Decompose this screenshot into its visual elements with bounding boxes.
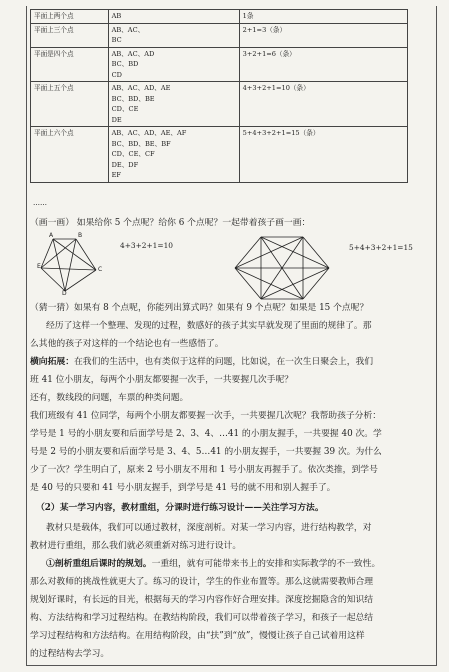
table-ellipsis: …… — [33, 199, 47, 207]
table-body — [31, 10, 408, 183]
section-2-line-5: 规划好课时，有长远的目光，根据每天的学习内容作好合理安排。深度挖掘隐含的知识结 — [30, 595, 374, 605]
extension-line-5: 学号是 1 号的小朋友要和后面学号是 2、3、4、…41 的小朋友握手，一共要握 40 次。学 — [30, 429, 382, 439]
point-count-cell — [31, 10, 109, 24]
section-2-item-text: 一重组，就有可能带来书上的安排和实际教学的不一致性。 — [151, 559, 381, 569]
segment-count-value: 2+1=3（条） — [242, 25, 287, 34]
vertex-label-d: D — [62, 290, 67, 297]
section-2-line-8: 的过程结构去学习。 — [30, 649, 110, 659]
point-count-cell — [31, 23, 109, 47]
segment-list-line: AB、AC、AD、AE、AF — [111, 129, 187, 137]
segment-list-line: BC、BD — [111, 60, 139, 68]
section-2-line-4: 那么对教师的挑战性就更大了。练习的设计，学生的作业布置等。那么这就需要教师合理 — [30, 577, 374, 587]
section-2-line-1: 教材只是载体，我们可以通过教材，深度剖析。对某一学习内容，进行结构教学，对 — [46, 523, 372, 533]
segment-list-line: BC — [111, 36, 122, 44]
point-count-cell — [31, 127, 109, 183]
hexagon-equation: 5+4+3+2+1=15 — [349, 243, 413, 252]
segment-count-cell — [239, 10, 407, 24]
vertex-label-a: A — [49, 232, 54, 239]
segment-count-value: 3+2+1=6（条） — [242, 49, 296, 58]
extension-line-1 — [30, 354, 434, 370]
point-count-label: 平面上五个点 — [34, 84, 74, 92]
point-count-cell — [31, 47, 109, 82]
segment-list-line: AB、AC、 — [111, 25, 145, 34]
segment-list-line: EF — [111, 171, 121, 179]
segment-list-line: BC、BD、BE、BF — [111, 139, 171, 148]
points-lines-table — [30, 9, 408, 183]
segment-list-line: AB — [111, 12, 122, 20]
extension-line-8: 是 40 号的只要和 41 号小朋友握手，到学号是 41 号的就不用和别人握手了。 — [30, 483, 336, 493]
hexagon-figure — [233, 235, 333, 301]
segment-count-value: 5+4+3+2+1=15（条） — [242, 129, 320, 137]
extension-line-7: 少了一次？学生明白了，原来 2 号小朋友不用和 1 号小朋友再握手了。依次类推，到学号 — [30, 465, 378, 475]
segment-count-value: 1条 — [242, 12, 254, 20]
pentagon-equation: 4+3+2+1=10 — [120, 241, 173, 250]
segment-list-cell — [108, 82, 239, 127]
segment-list-cell — [108, 127, 239, 183]
section-2-line-6: 构、方法结构和学习过程结构。在教结构阶段，我们可以带着孩子学习，和孩子一起总结 — [30, 613, 374, 623]
segment-list-cell — [108, 23, 239, 47]
vertex-label-c: C — [98, 266, 103, 273]
extension-line-3: 还有，数线段的问题，车票的种类问题。 — [30, 393, 189, 403]
extension-lead: 横向拓展： — [30, 357, 74, 367]
pentagon-figure — [38, 236, 118, 296]
segment-list-line: CD、CE — [111, 105, 139, 113]
section-2-line-2: 教材进行重组，那么我们就必须重新对练习进行设计。 — [30, 541, 242, 551]
vertex-label-e: E — [37, 263, 41, 270]
table-row — [31, 10, 408, 24]
point-count-cell — [31, 82, 109, 127]
segment-list-line: CD、CE、CF — [111, 150, 155, 158]
vertex-label-b: B — [78, 232, 83, 239]
extension-line-1-text: 在我们的生活中，也有类似于这样的问题，比如说，在一次生日聚会上，我们 — [74, 357, 374, 367]
section-2-heading: （2）某一学习内容，教材重组，分课时进行练习设计——关注学习方法。 — [36, 503, 324, 513]
point-count-label: 平面上两个点 — [34, 12, 74, 20]
guess-line-3: 么其他的孩子对这样的一个结论也有一些感悟了。 — [30, 339, 224, 349]
extension-line-4: 我们班级有 41 位同学，每两个小朋友都要握一次手，一共要握几次呢？我帮助孩子分析： — [30, 411, 382, 421]
section-2-line-7: 学习过程结构和方法结构。在用结构阶段，由“扶”到“放”，慢慢让孩子自己试着用这样 — [30, 631, 365, 641]
segment-list-cell — [108, 10, 239, 24]
segment-list-cell — [108, 47, 239, 82]
segment-count-cell — [239, 47, 407, 82]
table-row — [31, 23, 408, 47]
segment-list-line: DE、DF — [111, 160, 139, 169]
section-2-item-lead: ①剖析重组后课时的规划。 — [46, 559, 152, 569]
segment-list-line: DE — [111, 115, 122, 124]
section-2-item-1 — [46, 556, 434, 572]
table-row — [31, 47, 408, 82]
segment-count-cell — [239, 23, 407, 47]
segment-list-line: BC、BD、BE — [111, 94, 155, 103]
point-count-label: 平面是四个点 — [34, 49, 74, 58]
segment-list-line: AB、AC、AD、AE — [111, 84, 171, 92]
draw-intro: （画一画） 如果给你 5 个点呢？给你 6 个点呢？一起带着孩子画一画： — [30, 218, 311, 228]
table-row — [31, 127, 408, 183]
table-row — [31, 82, 408, 127]
segment-count-cell — [239, 82, 407, 127]
segment-count-value: 4+3+2+1=10（条） — [242, 84, 310, 92]
point-count-label: 平面上三个点 — [34, 25, 74, 34]
point-count-label: 平面上六个点 — [34, 129, 74, 137]
segment-list-line: CD — [111, 70, 122, 79]
extension-line-6: 号是 2 号的小朋友要和后面学号是 3、4、5…41 的小朋友握手，一共要握 39 次。为什么 — [30, 447, 382, 457]
segment-count-cell — [239, 127, 407, 183]
extension-line-2: 班 41 位小朋友，每两个小朋友都要握一次手，一共要握几次手呢？ — [30, 375, 294, 385]
guess-line-1: （猜一猜）如果有 8 个点呢，你能列出算式吗？如果有 9 个点呢？如果是 15 个点呢？ — [30, 303, 369, 313]
guess-line-2: 经历了这样一个整理、发现的过程，数感好的孩子其实早就发现了里面的规律了。那 — [46, 321, 372, 331]
segment-list-line: AB、AC、AD — [111, 49, 155, 58]
